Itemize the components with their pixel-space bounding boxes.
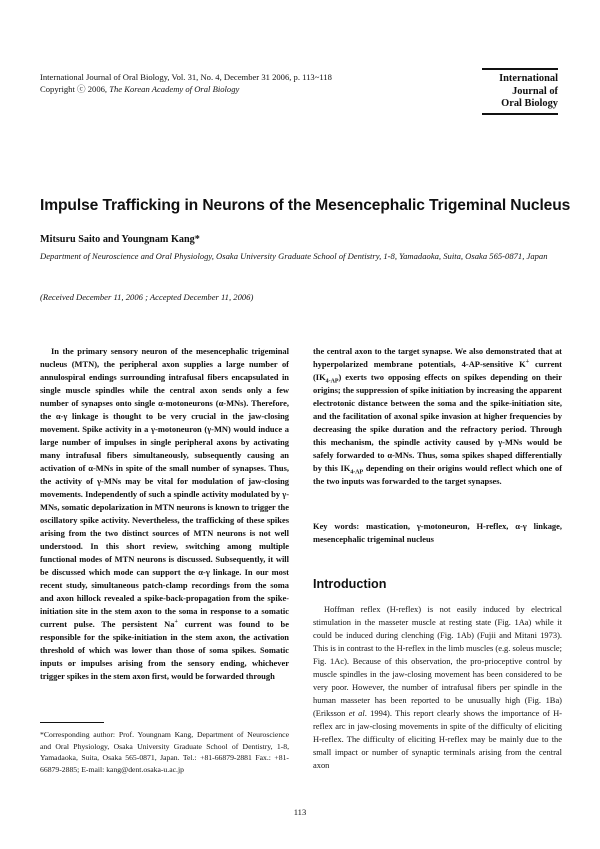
abstract-right-subscript-1: 4-AP — [325, 378, 339, 385]
received-dates: (Received December 11, 2006 ; Accepted December 11, 2006) — [40, 292, 254, 302]
page-number: 113 — [293, 807, 307, 817]
copyright-org: The Korean Academy of Oral Biology — [109, 83, 240, 94]
footnote-divider — [40, 722, 104, 723]
abstract-paragraph-left — [40, 345, 289, 683]
copyright-prefix: Copyright ⓒ 2006, — [40, 83, 110, 94]
abstract-right-text-4: depending on their origins would reflect which one of the two inputs was forwarded to the target synapses. — [313, 463, 563, 487]
introduction-text-2: . 1994). This report clearly shows the importance of H-reflex arc in jaw-closing movements in spite of the difficulty of eliciting H-reflex. The difficulty of eliciting H-reflex may be mainly due to the small impact or number of synaptic terminals arising from the central axon — [313, 708, 563, 771]
journal-name-box — [482, 68, 558, 115]
journal-name-line-2: Journal of — [512, 85, 558, 97]
abstract-right-subscript-2: 4-AP — [350, 469, 364, 476]
journal-name-line-3: Oral Biology — [501, 98, 558, 110]
citation-line: International Journal of Oral Biology, Vol. 31, No. 4, December 31 2006, p. 113~118 — [40, 72, 332, 82]
abstract-right-column — [313, 345, 562, 488]
introduction-text-1: Hoffman reflex (H-reflex) is not easily induced by electrical stimulation in the masseter muscle at resting state (Fig. 1Aa) while it could be induced during clenching (Fig. 1Ab) (Fujii and Mitani 1973). This is in contrast to the H-reflex in the limb muscles (e.g. soleus muscle; Fig. 1Ac). Because of this observation, the pro-prioceptive control by muscle spindles in the jaw-closing movement has been considered to be very poor. However, the number of intrafusal fibers per spindle in the human masseter has been reported to be unusually high (Fig. 1Ba) (Eriksson — [313, 604, 562, 719]
abstract-left-text-end: current was found to be responsible for the spike-initiation in the stem axon, the activation threshold of which was lower than those of soma spikes. Somatic inputs or impulses arising from the sensory ending, whichever trigger spikes in the stem axon first, would be forwarded through — [40, 619, 289, 682]
journal-citation — [40, 72, 460, 95]
article-authors: Mitsuru Saito and Youngnam Kang* — [40, 234, 200, 245]
abstract-left-column — [40, 345, 289, 683]
corresponding-author-footnote: *Corresponding author: Prof. Youngnam Kang, Department of Neuroscience and Oral Physiology, Osaka University Graduate School of Dentistry, 1-8, Yamadaoka, Suita, Osaka 565-0871, Japan. Tel.: +81-66879-2881 Fax.: +81-66879-2885; E-mail: kang@dent.osaka-u.ac.jp — [40, 730, 289, 774]
abstract-left-text: In the primary sensory neuron of the mesencephalic trigeminal nucleus (MTN), the peripheral axon supplies a large number of annulospiral endings surrounding intrafusal fibers encapsulated in single muscle spindles while the central axon sends only a few number of synapses onto single α-motoneurons (α-MNs). Therefore, the α-γ linkage is thought to be very crucial in the jaw-closing movement. Spike activity in a γ-motoneuron (γ-MN) would induce a large number of impulses in single peripheral axons by activating many intrafusal fibers simultaneously, subsequently causing an activation of α-MNs in spite of the small number of synapses. Thus, the activity of γ-MNs may be vital for modulation of jaw-closing movements. Independently of such a spindle activity modulated by γ-MNs, somatic depolarization in MTN neurons is known to trigger the oscillatory spike activity. Nevertheless, the trafficking of these spikes arising from the two distinct sources of MTN neurons is not well understood. In this short review, switching among multiple functional modes of MTN neurons is discussed. Subsequently, it will be discussed which mode can support the α-γ linkage. In our most recent study, simultaneous patch-clamp recordings from the soma and axon hillock revealed a spike-back-propagation from the spike-initiation site in the stem axon to the soma in response to a somatic current pulse. The persistent Na — [40, 346, 289, 630]
keywords: Key words: mastication, γ-motoneuron, H-reflex, α-γ linkage, mesencephalic trigeminal nucleus — [313, 521, 562, 544]
abstract-right-text-1: the central axon to the target synapse. We also demonstrated that at hyperpolarized membrane potentials, 4-AP-sensitive K — [313, 346, 562, 370]
abstract-right-superscript: + — [525, 359, 530, 366]
journal-name-line-1: International — [499, 73, 558, 84]
abstract-right-text-2: current (IK — [313, 359, 562, 383]
abstract-paragraph-right — [313, 345, 562, 488]
abstract-right-text-3: ) exerts two opposing effects on spikes depending on their origins; the suppression of spike initiation by increasing the apparent electrotonic distance between the soma and the spike-initiation site, and the facilitation of axonal spike invasion at higher frequencies by decreasing the spike duration and the refractory period. Through this mechanism, the spindle activity caused by γ-MNs would be safely forwarded to α-MNs. Thus, soma spikes shaped differentially by this IK — [313, 372, 562, 474]
article-affiliation: Department of Neuroscience and Oral Physiology, Osaka University Graduate School of Dentistry, 1-8, Yamadaoka, Suita, Osaka 565-0871, Japan — [40, 251, 548, 261]
abstract-left-superscript: + — [174, 619, 178, 626]
article-title: Impulse Trafficking in Neurons of the Mesencephalic Trigeminal Nucleus — [40, 197, 571, 214]
copyright-line — [40, 84, 460, 96]
introduction-heading: Introduction — [313, 577, 387, 591]
introduction-et-al: et al — [348, 708, 365, 719]
introduction-paragraph — [313, 603, 562, 772]
